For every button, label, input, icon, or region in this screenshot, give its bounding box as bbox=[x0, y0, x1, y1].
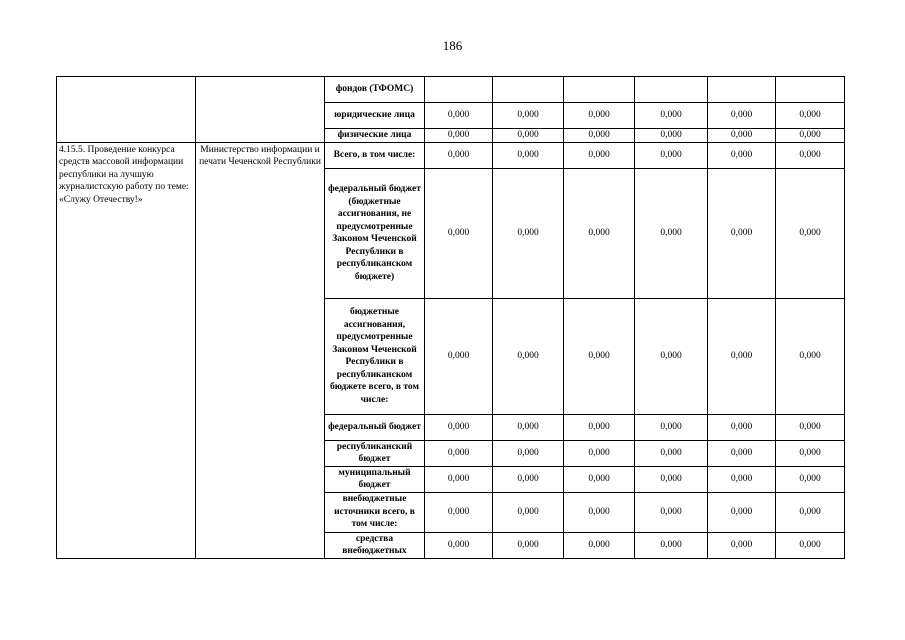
value-cell: 0,000 bbox=[708, 532, 776, 558]
funding-source-cell: фондов (ТФОМС) bbox=[325, 77, 425, 103]
value-cell: 0,000 bbox=[776, 142, 845, 168]
value-cell: 0,000 bbox=[493, 466, 564, 492]
value-cell: 0,000 bbox=[425, 414, 493, 440]
value-cell: 0,000 bbox=[425, 142, 493, 168]
value-cell: 0,000 bbox=[776, 532, 845, 558]
value-cell: 0,000 bbox=[776, 129, 845, 143]
value-cell bbox=[493, 77, 564, 103]
value-cell bbox=[776, 77, 845, 103]
value-cell: 0,000 bbox=[493, 414, 564, 440]
value-cell: 0,000 bbox=[776, 492, 845, 532]
funding-source-cell: юридические лица bbox=[325, 103, 425, 129]
value-cell: 0,000 bbox=[635, 103, 708, 129]
value-cell: 0,000 bbox=[635, 466, 708, 492]
funding-source-cell: бюджетные ассигнования, предусмотренные Законом Чеченской Республики в республиканском бюджете всего, в том числе: bbox=[325, 298, 425, 414]
value-cell: 0,000 bbox=[425, 298, 493, 414]
value-cell: 0,000 bbox=[564, 414, 635, 440]
value-cell bbox=[564, 77, 635, 103]
value-cell: 0,000 bbox=[708, 142, 776, 168]
value-cell: 0,000 bbox=[564, 466, 635, 492]
funding-source-cell: внебюджетные источники всего, в том числе: bbox=[325, 492, 425, 532]
empty-description-cell bbox=[57, 77, 196, 143]
value-cell: 0,000 bbox=[425, 492, 493, 532]
value-cell bbox=[425, 77, 493, 103]
value-cell: 0,000 bbox=[564, 103, 635, 129]
value-cell: 0,000 bbox=[493, 168, 564, 298]
value-cell: 0,000 bbox=[708, 466, 776, 492]
value-cell: 0,000 bbox=[708, 298, 776, 414]
value-cell: 0,000 bbox=[708, 129, 776, 143]
empty-executor-cell bbox=[196, 77, 325, 143]
value-cell: 0,000 bbox=[635, 414, 708, 440]
value-cell: 0,000 bbox=[493, 532, 564, 558]
value-cell: 0,000 bbox=[493, 129, 564, 143]
value-cell: 0,000 bbox=[708, 492, 776, 532]
value-cell: 0,000 bbox=[564, 168, 635, 298]
funding-source-cell: республиканский бюджет bbox=[325, 440, 425, 466]
value-cell: 0,000 bbox=[564, 440, 635, 466]
funding-source-cell: средства внебюджетных bbox=[325, 532, 425, 558]
value-cell: 0,000 bbox=[708, 440, 776, 466]
value-cell: 0,000 bbox=[776, 414, 845, 440]
value-cell: 0,000 bbox=[493, 298, 564, 414]
value-cell: 0,000 bbox=[635, 492, 708, 532]
executor-cell: Министерство информации и печати Чеченской Республики bbox=[196, 142, 325, 558]
value-cell: 0,000 bbox=[564, 532, 635, 558]
value-cell: 0,000 bbox=[776, 168, 845, 298]
value-cell bbox=[635, 77, 708, 103]
value-cell: 0,000 bbox=[776, 440, 845, 466]
value-cell bbox=[708, 77, 776, 103]
value-cell: 0,000 bbox=[564, 129, 635, 143]
value-cell: 0,000 bbox=[425, 440, 493, 466]
value-cell: 0,000 bbox=[635, 142, 708, 168]
value-cell: 0,000 bbox=[708, 103, 776, 129]
value-cell: 0,000 bbox=[493, 142, 564, 168]
value-cell: 0,000 bbox=[493, 103, 564, 129]
value-cell: 0,000 bbox=[564, 492, 635, 532]
value-cell: 0,000 bbox=[564, 142, 635, 168]
funding-source-cell: федеральный бюджет bbox=[325, 414, 425, 440]
value-cell: 0,000 bbox=[776, 298, 845, 414]
value-cell: 0,000 bbox=[493, 492, 564, 532]
funding-source-cell: муниципальный бюджет bbox=[325, 466, 425, 492]
value-cell: 0,000 bbox=[564, 298, 635, 414]
value-cell: 0,000 bbox=[635, 129, 708, 143]
value-cell: 0,000 bbox=[425, 532, 493, 558]
budget-table bbox=[56, 76, 845, 559]
value-cell: 0,000 bbox=[635, 532, 708, 558]
value-cell: 0,000 bbox=[635, 440, 708, 466]
page-number: 186 bbox=[442, 38, 463, 53]
value-cell: 0,000 bbox=[425, 129, 493, 143]
value-cell: 0,000 bbox=[708, 168, 776, 298]
funding-source-cell: физические лица bbox=[325, 129, 425, 143]
event-description-cell: 4.15.5. Проведение конкурса средств массовой информации республики на лучшую журналистскую работу по теме: «Служу Отечеству!» bbox=[57, 142, 196, 558]
funding-source-cell: федеральный бюджет (бюджетные ассигнования, не предусмотренные Законом Чеченской Республики в республиканском бюджете) bbox=[325, 168, 425, 298]
value-cell: 0,000 bbox=[425, 168, 493, 298]
value-cell: 0,000 bbox=[493, 440, 564, 466]
value-cell: 0,000 bbox=[425, 466, 493, 492]
table-row bbox=[57, 142, 845, 168]
value-cell: 0,000 bbox=[425, 103, 493, 129]
value-cell: 0,000 bbox=[776, 466, 845, 492]
value-cell: 0,000 bbox=[776, 103, 845, 129]
value-cell: 0,000 bbox=[635, 168, 708, 298]
value-cell: 0,000 bbox=[708, 414, 776, 440]
value-cell: 0,000 bbox=[635, 298, 708, 414]
table-row bbox=[57, 77, 845, 103]
funding-source-cell: Всего, в том числе: bbox=[325, 142, 425, 168]
